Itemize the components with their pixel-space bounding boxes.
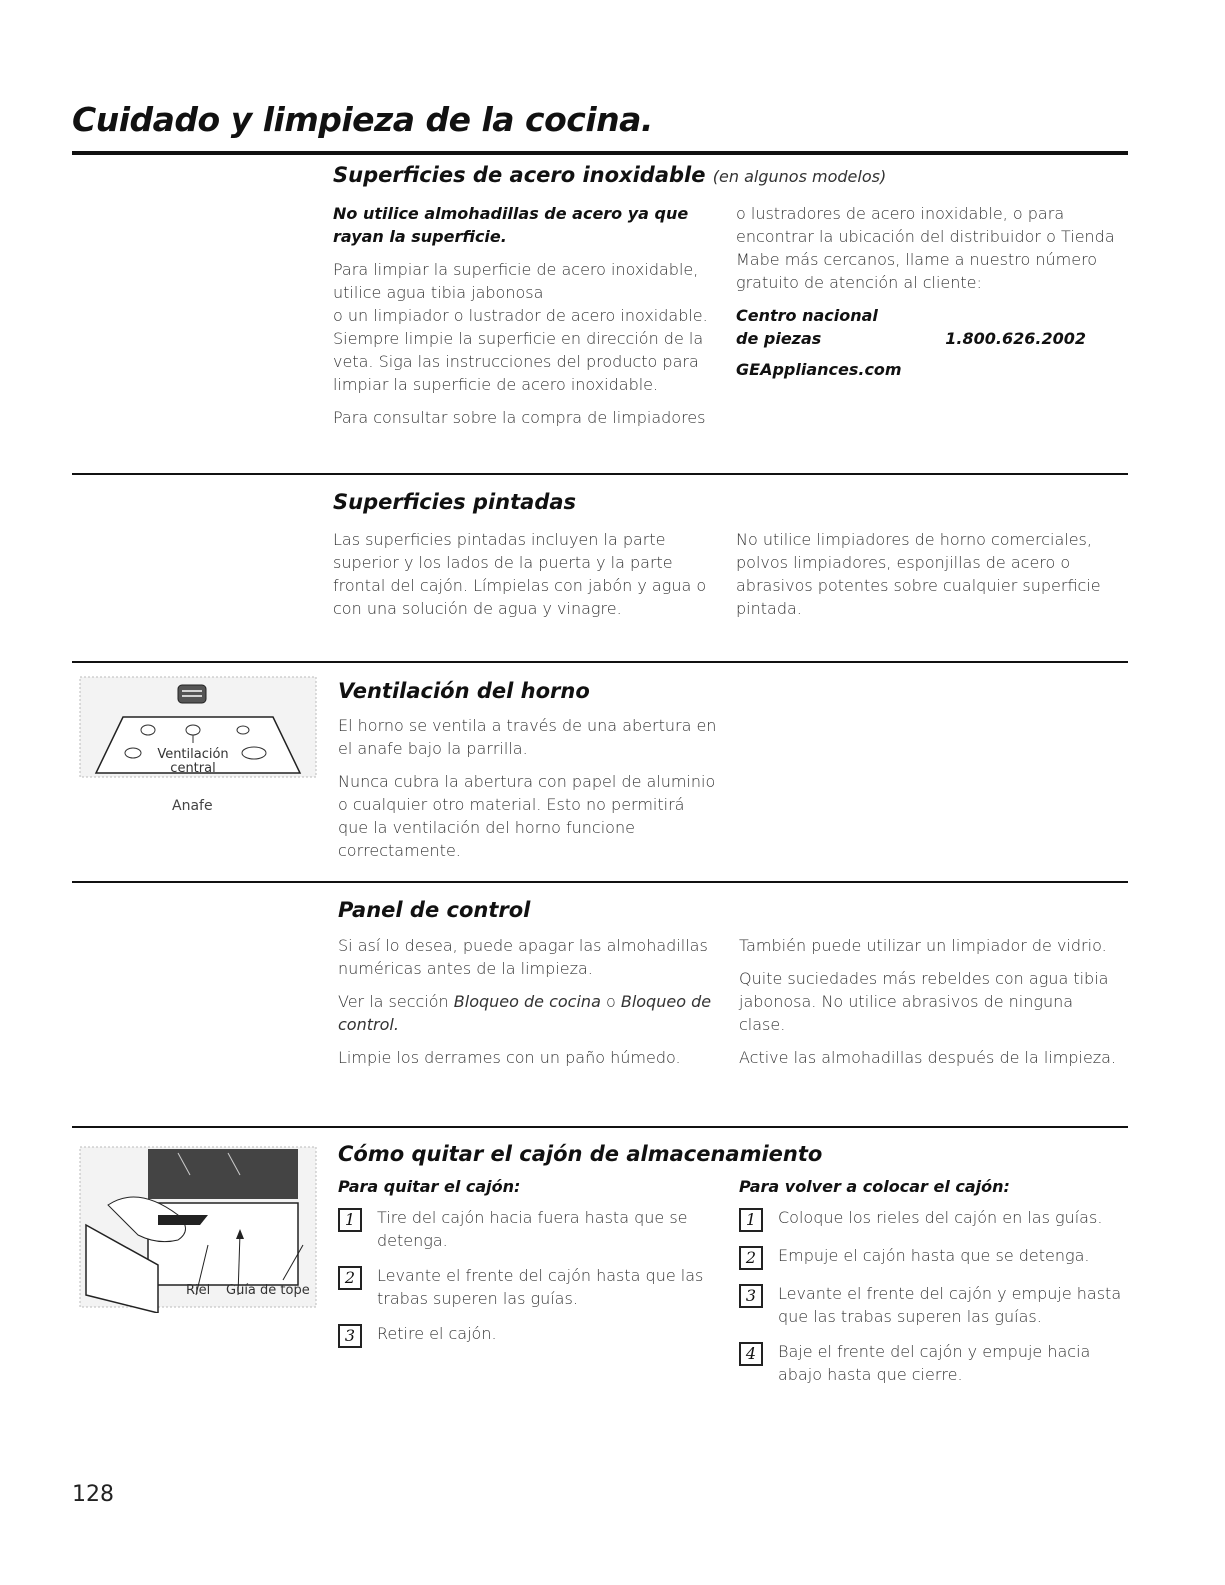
control-p2-prefix: Ver la sección: [338, 992, 454, 1011]
control-paragraph-2: [338, 990, 718, 1036]
divider-3: [72, 881, 1128, 883]
control-paragraph-4: También puede utilizar un limpiador de vidrio.: [739, 936, 1107, 955]
stainless-right-column: [736, 202, 1121, 381]
remove-step: [338, 1322, 718, 1348]
cooktop-caption: Anafe: [172, 798, 213, 814]
control-paragraph-6: Active las almohadillas después de la limpieza.: [739, 1048, 1117, 1067]
replace-step: [739, 1244, 1124, 1270]
step-text: Empuje el cajón hasta que se detenga.: [778, 1246, 1090, 1265]
replace-step: [739, 1340, 1124, 1386]
step-text: Retire el cajón.: [377, 1324, 497, 1343]
cooktop-vent-figure: [78, 675, 318, 795]
drawer-replace-column: [739, 1175, 1124, 1398]
section-heading-vent: Ventilación del horno: [338, 679, 590, 703]
remove-steps-title: Para quitar el cajón:: [338, 1177, 521, 1196]
remove-step: [338, 1206, 718, 1252]
step-text: Levante el frente del cajón y empuje hasta que las trabas superen las guías.: [778, 1284, 1122, 1326]
parts-center-label-1: Centro nacional: [736, 306, 878, 325]
divider-4: [72, 1126, 1128, 1128]
vent-label-line-2: central: [170, 761, 216, 776]
vent-label-line-1: Ventilación: [157, 747, 229, 762]
drawer-rail: [158, 1215, 208, 1225]
stainless-heading-note: (en algunos modelos): [712, 167, 887, 186]
step-number-box: 3: [739, 1284, 763, 1308]
control-paragraph-1: Si así lo desea, puede apagar las almohadillas numéricas antes de la limpieza.: [338, 936, 708, 978]
stainless-left-column: [333, 202, 718, 439]
control-p2-ref-1: Bloqueo de cocina: [453, 992, 601, 1011]
drawer-figure: [78, 1145, 318, 1313]
vent-paragraph-2: Nunca cubra la abertura con papel de aluminio o cualquier otro material. Esto no permitirá que la ventilación del horno funcione correctamente.: [338, 772, 716, 860]
control-paragraph-5: Quite suciedades más rebeldes con agua tibia jabonosa. No utilice abrasivos de ninguna clase.: [739, 969, 1109, 1034]
step-number-box: 2: [739, 1246, 763, 1270]
replace-step: [739, 1206, 1124, 1232]
parts-center-block: [736, 304, 1121, 381]
parts-center-phone: 1.800.626.2002: [945, 329, 1086, 348]
page-title: Cuidado y limpieza de la cocina.: [72, 100, 653, 139]
step-text: Baje el frente del cajón y empuje hacia abajo hasta que cierre.: [778, 1342, 1091, 1384]
step-number-box: 3: [338, 1324, 362, 1348]
drawer-remove-column: [338, 1175, 718, 1360]
stainless-heading-text: Superficies de acero inoxidable: [333, 163, 706, 187]
parts-center-row: [736, 327, 1086, 350]
control-paragraph-3: Limpie los derrames con un paño húmedo.: [338, 1048, 681, 1067]
rail-label: Riel: [186, 1283, 211, 1298]
stainless-paragraph-1: Para limpiar la superficie de acero inoxidable, utilice agua tibia jabonosa: [333, 260, 699, 302]
step-number-box: 4: [739, 1342, 763, 1366]
parts-center-label-2: de piezas: [736, 329, 822, 348]
painted-paragraph-left: Las superficies pintadas incluyen la parte superior y los lados de la puerta y la parte frontal del cajón. Límpielas con jabón y agua o con una solución de agua y vinagre.: [333, 530, 707, 618]
stainless-paragraph-4: o lustradores de acero inoxidable, o para encontrar la ubicación del distribuidor o Tienda Mabe más cercanos, llame a nuestro número gratuito de atención al cliente:: [736, 204, 1115, 292]
step-text: Coloque los rieles del cajón en las guías.: [778, 1208, 1103, 1227]
vent-paragraph-1: El horno se ventila a través de una abertura en el anafe bajo la parrilla.: [338, 716, 717, 758]
oven-door-window: [148, 1149, 298, 1199]
stop-guide-label: Guía de tope: [226, 1283, 310, 1298]
painted-left-column: [333, 528, 713, 630]
divider-2: [72, 661, 1128, 663]
control-p2-ref-2: Bloqueo de control.: [338, 992, 712, 1034]
step-number-box: 2: [338, 1266, 362, 1290]
painted-paragraph-right: No utilice limpiadores de horno comerciales, polvos limpiadores, esponjillas de acero o abrasivos potentes sobre cualquier superficie pintada.: [736, 530, 1101, 618]
section-heading-painted: Superficies pintadas: [333, 490, 577, 514]
control-p2-connector: o: [600, 992, 621, 1011]
control-right-column: [739, 934, 1124, 1079]
painted-right-column: [736, 528, 1116, 630]
section-heading-stainless: [333, 163, 886, 187]
stainless-paragraph-2: o un limpiador o lustrador de acero inoxidable. Siempre limpie la superficie en dirección de la veta. Siga las instrucciones del producto para limpiar la superficie de acero inoxidable.: [333, 306, 708, 394]
step-text: Levante el frente del cajón hasta que las trabas superen las guías.: [377, 1266, 704, 1308]
stainless-paragraph-3: Para consultar sobre la compra de limpiadores: [333, 408, 706, 427]
title-rule: [72, 151, 1128, 155]
remove-step: [338, 1264, 718, 1310]
divider-1: [72, 473, 1128, 475]
control-left-column: [338, 934, 718, 1079]
website-link[interactable]: GEAppliances.com: [736, 360, 902, 379]
vent-column: [338, 714, 718, 872]
step-number-box: 1: [739, 1208, 763, 1232]
section-heading-control: Panel de control: [338, 898, 531, 922]
page-number: 128: [72, 1482, 114, 1507]
step-text: Tire del cajón hacia fuera hasta que se detenga.: [377, 1208, 688, 1250]
replace-steps-title: Para volver a colocar el cajón:: [739, 1177, 1010, 1196]
stainless-warning: No utilice almohadillas de acero ya que rayan la superficie.: [333, 204, 689, 246]
replace-step: [739, 1282, 1124, 1328]
section-heading-drawer: Cómo quitar el cajón de almacenamiento: [338, 1142, 823, 1166]
vent-grate-icon: [178, 685, 206, 703]
step-number-box: 1: [338, 1208, 362, 1232]
